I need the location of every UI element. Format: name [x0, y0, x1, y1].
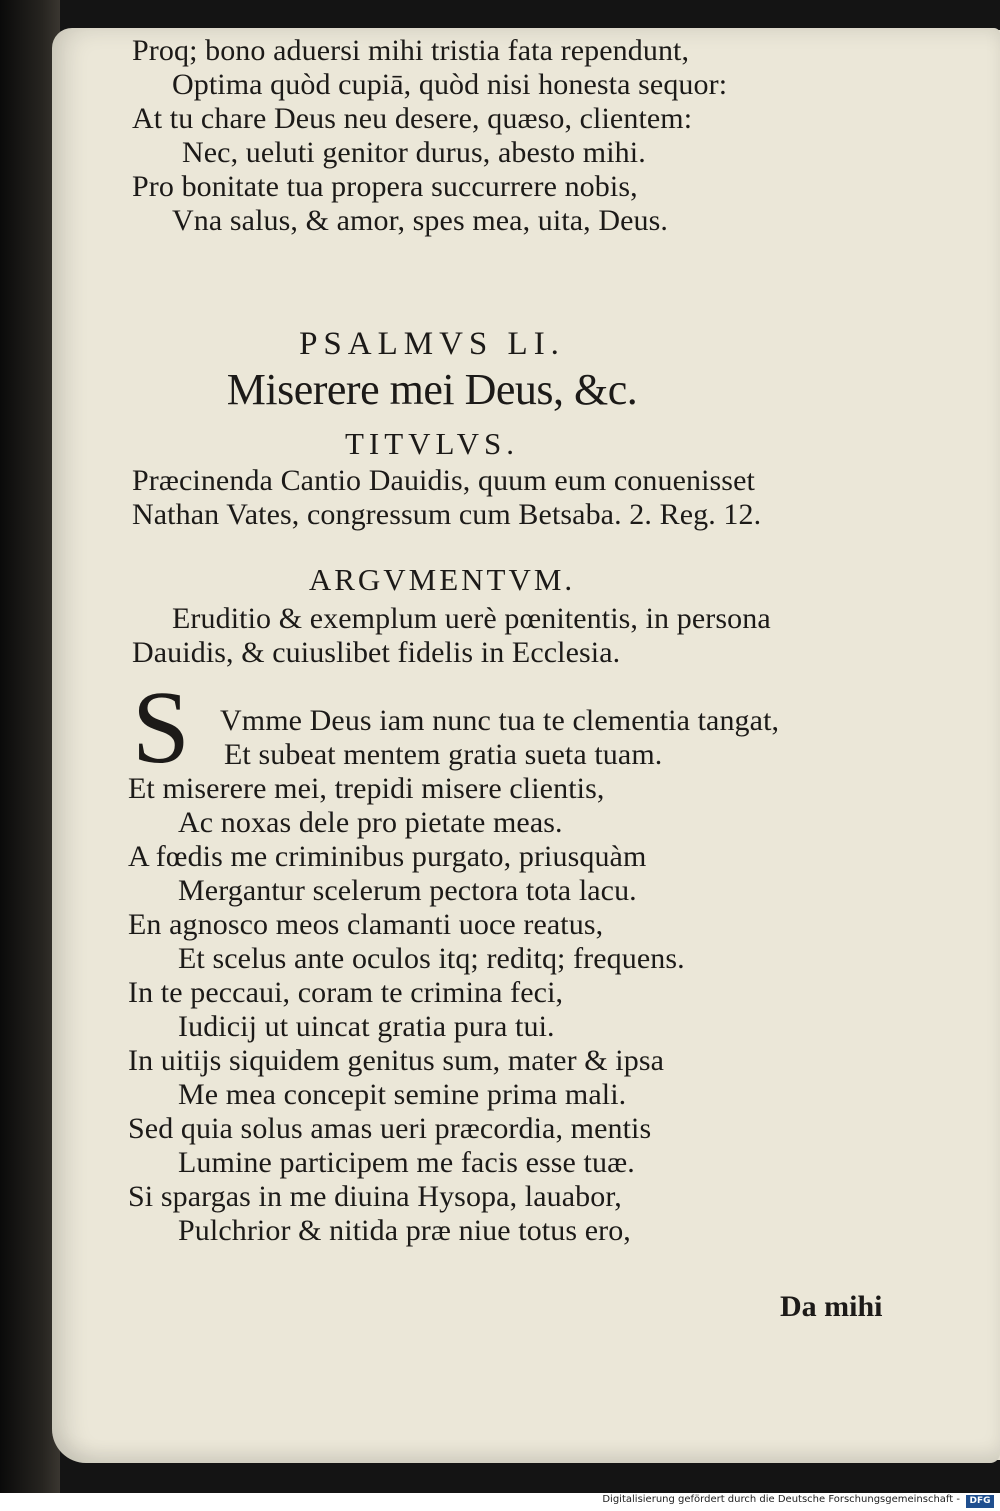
- verse-line: Mergantur scelerum pectora tota lacu.: [178, 874, 637, 907]
- argumentum-line: Dauidis, & cuiuslibet fidelis in Ecclesia.: [132, 636, 621, 669]
- verse-line: Pro bonitate tua propera succurrere nobis,: [132, 170, 638, 203]
- psalm-number: PSALMVS LI.: [299, 326, 565, 362]
- verse-line: Nec, ueluti genitor durus, abesto mihi.: [182, 136, 646, 169]
- catchword: Da mihi: [780, 1290, 883, 1323]
- verse-line: Et miserere mei, trepidi misere clientis,: [128, 772, 605, 805]
- argumentum-heading: ARGVMENTVM.: [308, 562, 576, 597]
- verse-line: Vna salus, & amor, spes mea, uita, Deus.: [172, 204, 669, 237]
- verse-line: Iudicij ut uincat gratia pura tui.: [178, 1010, 555, 1043]
- verse-line: Sed quia solus amas ueri præcordia, mentis: [128, 1112, 652, 1145]
- funding-credit: Digitalisierung gefördert durch die Deutsche Forschungsgemeinschaft -: [602, 1494, 960, 1505]
- argumentum-line: Eruditio & exemplum uerè pœnitentis, in persona: [172, 602, 771, 635]
- verse-line: Si spargas in me diuina Hysopa, lauabor,: [128, 1180, 622, 1213]
- verse-line: Et subeat mentem gratia sueta tuam.: [224, 738, 663, 771]
- verse-line: In te peccaui, coram te crimina feci,: [128, 976, 564, 1009]
- titulus-line: Præcinenda Cantio Dauidis, quum eum conuenisset: [132, 464, 755, 497]
- book-gutter: [0, 0, 60, 1511]
- verse-line: Vmme Deus iam nunc tua te clementia tangat,: [220, 704, 780, 737]
- book-page: [52, 28, 1000, 1463]
- verse-line: En agnosco meos clamanti uoce reatus,: [128, 908, 604, 941]
- psalm-incipit: Miserere mei Deus, &c.: [226, 365, 638, 414]
- titulus-line: Nathan Vates, congressum cum Betsaba. 2. Reg. 12.: [132, 498, 762, 531]
- verse-line: Lumine participem me facis esse tuæ.: [178, 1146, 635, 1179]
- titulus-heading: TITVLVS.: [344, 426, 520, 461]
- verse-line: Optima quòd cupiā, quòd nisi honesta sequor:: [172, 68, 728, 101]
- verse-line: In uitijs siquidem genitus sum, mater & ipsa: [128, 1044, 665, 1077]
- verse-line: Ac noxas dele pro pietate meas.: [178, 806, 563, 839]
- verse-line: Proq; bono aduersi mihi tristia fata rependunt,: [132, 34, 690, 67]
- verse-line: At tu chare Deus neu desere, quæso, clientem:: [132, 102, 693, 135]
- drop-cap: S: [132, 670, 190, 785]
- verse-line: Me mea concepit semine prima mali.: [178, 1078, 627, 1111]
- dfg-logo: DFG: [966, 1495, 994, 1508]
- verse-line: Et scelus ante oculos itq; reditq; frequens.: [178, 942, 685, 975]
- verse-line: Pulchrior & nitida præ niue totus ero,: [178, 1214, 631, 1247]
- verse-line: A fœdis me criminibus purgato, priusquàm: [128, 840, 647, 873]
